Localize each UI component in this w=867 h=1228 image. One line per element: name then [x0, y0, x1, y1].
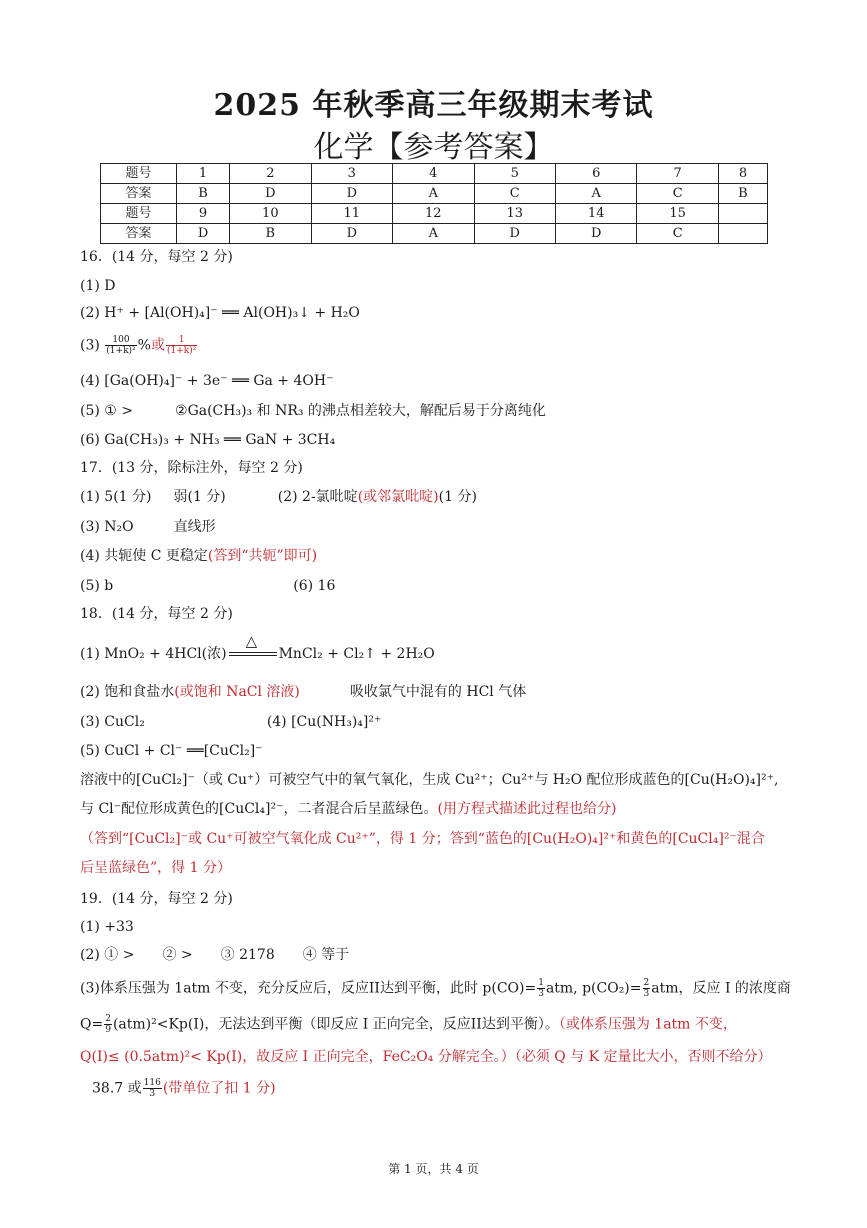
table-cell: C: [474, 184, 555, 204]
q18-explanation-line: [80, 799, 616, 819]
answer-part: (4) 共轭使 C 更稳定: [80, 548, 208, 564]
q18-explanation-line: 溶液中的[CuCl₂]⁻（或 Cu⁺）可被空气中的氧气氧化，生成 Cu²⁺；Cu²⁺与 H₂O 配位形成蓝色的[Cu(H₂O)₄]²⁺,: [80, 772, 779, 788]
table-cell: 10: [230, 204, 311, 224]
fraction: $\frac{116}{3}$: [143, 1078, 161, 1099]
table-cell: C: [637, 184, 718, 204]
table-row: [101, 224, 768, 244]
table-cell: 题号: [101, 164, 177, 184]
table-cell: D: [177, 224, 230, 244]
q18-scoring-line: 后呈蓝绿色”，得 1 分）: [80, 860, 231, 876]
table-cell: 11: [311, 204, 392, 224]
q18-answer-2: [80, 682, 526, 702]
fraction: $\frac{2}{3}$: [643, 978, 650, 999]
q18-answer-1: [80, 632, 435, 664]
q16-answer-5: [80, 401, 546, 421]
percent-sign: %: [137, 337, 151, 354]
equation-left: (1) MnO₂ + 4HCl(浓): [80, 646, 227, 662]
page-title: 2025 年秋季高三年级期末考试: [213, 88, 654, 123]
q16-answer-2: (2) H⁺ + [Al(OH)₄]⁻ ══ Al(OH)₃↓ + H₂O: [80, 305, 360, 321]
answer-table: [100, 163, 768, 244]
answer-part: (2) 2-氯吡啶: [277, 489, 358, 505]
table-cell: B: [718, 184, 767, 204]
scoring-note: (或邻氯吡啶): [357, 489, 439, 505]
answer-part: atm，反应 I 的浓度商: [651, 980, 791, 997]
q19-scoring-line: Q(I)≤ (0.5atm)²< Kp(I)，故反应 I 正向完全，FeC₂O₄ 分解完全。）（必须 Q 与 K 定量比大小，否则不给分）: [80, 1049, 772, 1065]
table-cell: 2: [230, 164, 311, 184]
q19-answer-4: [92, 1078, 276, 1099]
answer-part: (5) b: [80, 578, 114, 594]
answer-label: (3): [80, 337, 100, 354]
answer-part: (6) 16: [293, 578, 336, 594]
table-cell: D: [230, 184, 311, 204]
table-cell: A: [393, 224, 474, 244]
answer-part: (3) CuCl₂: [80, 714, 145, 730]
answer-part: 与 Cl⁻配位形成黄色的[CuCl₄]²⁻，二者混合后呈蓝绿色。: [80, 801, 438, 817]
q19-answer-3: [80, 978, 791, 999]
q16-answer-3: [80, 335, 198, 356]
q19-answer-3-cont: [80, 1014, 737, 1035]
table-cell: 13: [474, 204, 555, 224]
scoring-note: （或体系压强为 1atm 不变，: [558, 1016, 737, 1033]
table-cell: 4: [393, 164, 474, 184]
answer-part: (5) ① >: [80, 403, 134, 419]
table-row: [101, 164, 768, 184]
table-row: [101, 184, 768, 204]
table-cell: B: [177, 184, 230, 204]
q18-answer-5: (5) CuCl + Cl⁻ ══[CuCl₂]⁻: [80, 743, 263, 759]
answer-part: Q=: [80, 1016, 104, 1033]
fraction: $\frac{2}{9}$: [105, 1014, 111, 1035]
table-cell: 3: [311, 164, 392, 184]
answer-part: 吸收氯气中混有的 HCl 气体: [349, 684, 527, 700]
q19-answer-2: (2) ① > ② > ③ 2178 ④ 等于: [80, 947, 350, 963]
table-row: [101, 204, 768, 224]
answer-part: (4) [Cu(NH₃)₄]²⁺: [266, 714, 382, 730]
table-cell: [718, 224, 767, 244]
answer-part: 直线形: [173, 519, 216, 535]
answer-part: 弱(1 分): [173, 489, 226, 505]
table-cell: 12: [393, 204, 474, 224]
page-subtitle: 化学【参考答案】: [313, 130, 554, 165]
answer-part: (1) 5(1 分): [80, 489, 152, 505]
table-cell: D: [474, 224, 555, 244]
table-cell: D: [311, 184, 392, 204]
alternative-label: 或: [150, 337, 165, 354]
table-cell: 15: [637, 204, 718, 224]
q19-heading: 19．(14 分，每空 2 分): [80, 891, 233, 907]
table-cell: 7: [637, 164, 718, 184]
fraction: $\frac{1}{3}$: [538, 978, 544, 999]
table-cell: 题号: [101, 204, 177, 224]
page-footer: 第 1 页，共 4 页: [388, 1162, 479, 1176]
q16-answer-6: (6) Ga(CH₃)₃ + NH₃ ══ GaN + 3CH₄: [80, 432, 336, 448]
q18-answer-3: [80, 712, 381, 732]
heat-arrow: [227, 632, 279, 664]
answer-part: 38.7 或: [92, 1080, 142, 1097]
table-cell: 答案: [101, 184, 177, 204]
scoring-note: (带单位了扣 1 分): [162, 1080, 276, 1097]
answer-part: (1 分): [438, 489, 477, 505]
q17-answer-3: [80, 517, 216, 537]
q17-answer-4: [80, 546, 317, 566]
scoring-note: (或饱和 NaCl 溶液): [174, 684, 300, 700]
table-cell: 9: [177, 204, 230, 224]
q16-heading: 16．(14 分，每空 2 分): [80, 249, 233, 265]
table-cell: 14: [555, 204, 636, 224]
q19-answer-1: (1) +33: [80, 919, 134, 935]
table-cell: [718, 204, 767, 224]
table-cell: A: [555, 184, 636, 204]
table-cell: D: [311, 224, 392, 244]
heat-symbol: △: [245, 632, 258, 650]
q18-heading: 18．(14 分，每空 2 分): [80, 606, 233, 622]
table-cell: B: [230, 224, 311, 244]
scoring-note: (用方程式描述此过程也给分): [437, 801, 617, 817]
equation-right: MnCl₂ + Cl₂↑ + 2H₂O: [278, 646, 435, 662]
answer-part: (2) 饱和食盐水: [80, 684, 175, 700]
table-cell: 答案: [101, 224, 177, 244]
answer-part: atm, p(CO₂)=: [545, 980, 642, 997]
q17-answer-1: [80, 487, 477, 507]
q18-scoring-line: （答到“[CuCl₂]⁻或 Cu⁺可被空气氧化成 Cu²⁺”，得 1 分；答到“蓝色的[Cu(H₂O)₄]²⁺和黄色的[CuCl₄]²⁻混合: [80, 831, 765, 847]
fraction: $\frac{100}{\text{(1+k)²}}$: [106, 335, 136, 356]
scoring-note: (答到“共轭”即可): [207, 548, 318, 564]
answer-part: (3) N₂O: [80, 519, 134, 535]
answer-part: (atm)²<Kp(I)，无法达到平衡（即反应 I 正向完全，反应II达到平衡）。: [112, 1016, 559, 1033]
fraction: $\frac{1}{\text{(1+k)²}}$: [166, 335, 197, 356]
table-cell: D: [555, 224, 636, 244]
table-cell: C: [637, 224, 718, 244]
q17-heading: 17．(13 分，除标注外，每空 2 分): [80, 460, 303, 476]
q16-answer-1: (1) D: [80, 278, 116, 294]
table-cell: 6: [555, 164, 636, 184]
q17-answer-5: [80, 576, 335, 596]
answer-part: ②Ga(CH₃)₃ 和 NR₃ 的沸点相差较大，解配后易于分离纯化: [175, 403, 546, 419]
table-cell: A: [393, 184, 474, 204]
table-cell: 8: [718, 164, 767, 184]
table-cell: 1: [177, 164, 230, 184]
table-cell: 5: [474, 164, 555, 184]
answer-part: (3)体系压强为 1atm 不变，充分反应后，反应II达到平衡，此时 p(CO)=: [80, 980, 537, 997]
q16-answer-4: (4) [Ga(OH)₄]⁻ + 3e⁻ ══ Ga + 4OH⁻: [80, 373, 334, 389]
